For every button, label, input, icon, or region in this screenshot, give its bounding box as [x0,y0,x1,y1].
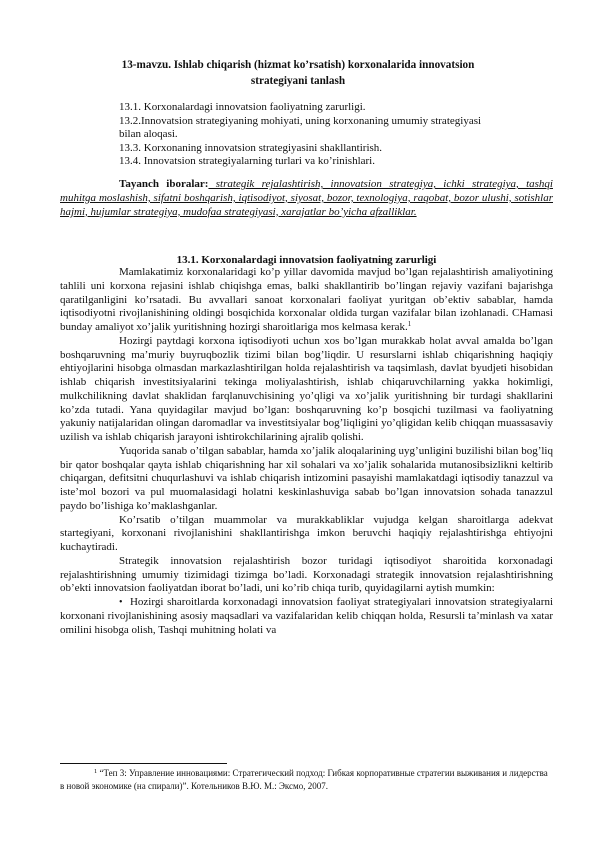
bullet-text: Hozirgi sharoitlarda korxonadagi innovatsion faoliyat strategiyalari innovatsion strategiyalarni korxonani rivojlanishining asosiy maqsadlari va vazifalaridan kelib chiqqan holda, Resursli ta’minlash va xatar omilini hisobga olish, Tashqi muhitning holati va [60,596,554,636]
footnote-divider [60,763,227,764]
key-terms-text: strategik rejalashtirish, innovatsion strategiya, ichki strategiya, tashqi muhitga moslashish, sifatni boshqarish, iqtisodiyot, siyosat, bozor, texnologiya, raqobat, bozor ulushi, sotishlar hajmi, hujumlar strategiya, mudofaa strategiyasi, xarajatlar bo’yicha afzalliklar. [60,178,553,218]
paragraph-text: Mamlakatimiz korxonalaridagi ko’p yillar davomida mavjud bo’lgan rejalashtirish amaliyotining tahlili uni korxona rejasini ishlab chiqishga emas, balki shakllantirib bo’lingan rejaviy vazifani bajarishga qaratilganligini ko’rsatadi. Bu avvallari sanoat korxonalari faoliyat yuritgan ob’ektiv sabablar, hamda iqtisodiyotni rivojlanishining oldingi bosqichida korxonalar oldida turgan vazifalar bilan izohlanadi. CHamasi bunday amaliyot xo’jalik yuritishning hozirgi sharoitlariga mos kelmasa kerak. [60,266,553,333]
bullet-icon: • [119,597,123,608]
toc-item: 13.1. Korxonalardagi innovatsion faoliyatning zarurligi. [119,101,366,113]
toc-item-continuation: bilan aloqasi. [119,128,178,141]
footnote-number: 1 [94,768,98,775]
paragraph: Ko’rsatib o’tilgan muammolar va murakkabliklar vujudga kelgan sharoitlarga adekvat startegiyani, korxonani rivojlanishini shakllantirishga imkon beruvchi haqiqiy rejalashtirishga ehtiyojni kuchaytiradi. [60,513,553,553]
toc-item: 13.3. Korxonaning innovatsion strategiyasini shakllantirish. [119,141,383,154]
paragraph: Yuqorida sanab o’tilgan sabablar, hamda xo’jalik aloqalarining uyg’unligini buzilishi bilan bog’liq bir qator boshqalar qayta ishlab chiqarishning har xil sohalari va xo’jalik sohalarida mutanosibsizlikni keltirib chiqargan, defitsitni chuqurlashuvi va ishlab chiqarish intizomini pasayishi mamlakatdagi iqtisodiy tanazzul va iste’mol bozori va pul muomalasidagi holatni keskinlashuviga sabab bo’lgan innovatsion sohada tanazzul paydo bo’lishiga ko’maklashganlar. [60,444,553,512]
toc-item: 13.2.Innovatsion strategiyaning mohiyati, uning korxonaning umumiy strategiyasi [119,114,482,127]
title-line-2: strategiyani tanlash [250,75,346,87]
paragraph [60,266,553,335]
page-title [60,57,536,89]
footnote-reference: 1 [407,320,412,328]
body-text [60,266,553,637]
key-terms-label: Tayanch iboralar: [119,178,209,190]
section-heading: 13.1. Korxonalardagi innovatsion faoliyatning zarurligi [176,254,437,266]
toc-item: 13.4. Innovatsion strategiyalarning turlari va ko’rinishlari. [119,155,375,168]
title-line-1: 13-mavzu. Ishlab chiqarish (hizmat ko’rsatish) korxonalarida innovatsion [121,59,475,71]
footnote [60,767,553,792]
bullet-item [60,596,553,637]
table-of-contents [119,101,553,169]
key-terms [60,178,553,219]
paragraph: Strategik innovatsion rejalashtirish bozor turidagi iqtisodiyot sharoitida korxonadagi rejalashtirishning umumiy tizimidagi tizimga bo’ladi. Korxonadagi strategik innovatsion rejalashtirishning ob’ekti innovatsion faoliyatdan iborat bo’ladi, uni ko’rib chiqa turib, quyidagilarni aytish mumkin: [60,554,553,595]
footnote-text: “Теп 3: Управление инновациями: Стратегический подход: Гибкая корпоративные стратегии выживания и лидерства в новой экономике (на спирали)”. Котельников В.Ю. М.: Эксмо, 2007. [60,768,548,791]
paragraph: Hozirgi paytdagi korxona iqtisodiyoti uchun xos bo’lgan murakkab holat avval amalda bo’lgan boshqaruvning ma’muriy buyruqbozlik tizimi bilan bog’liqdir. U resurslarni ishlab chiqarishning haqiqiy ehtiyojlarini hisobga olmasdan markazlashtirilgan holda rejalashtirish va taqsimlash, davlat byudjeti hisobidan ishlab chiqarish investitsiyalarini tekinga moliyalashtirish, ishlab chiqaruvchilarning yakka hokimligi, mulkchilikning davlat shaklidan farqlanuvchisining yo’qligi va xo’jalik yuritishning bir turdagi shakllarini ko’zda tutadi. Yana quyidagilar mavjud bo’lgan: boshqaruvning ko’p bosqichi tuzilmasi va faoliyatning yakuniy natijalaridan olingan daromadlar va investitsiyalar bog’liqligini yo’qligidan kelib chiqqan muassasaviy uzilish va ishlab chiqarish jarayoni ishtirokchilarining ajralib qolishi. [60,334,553,443]
